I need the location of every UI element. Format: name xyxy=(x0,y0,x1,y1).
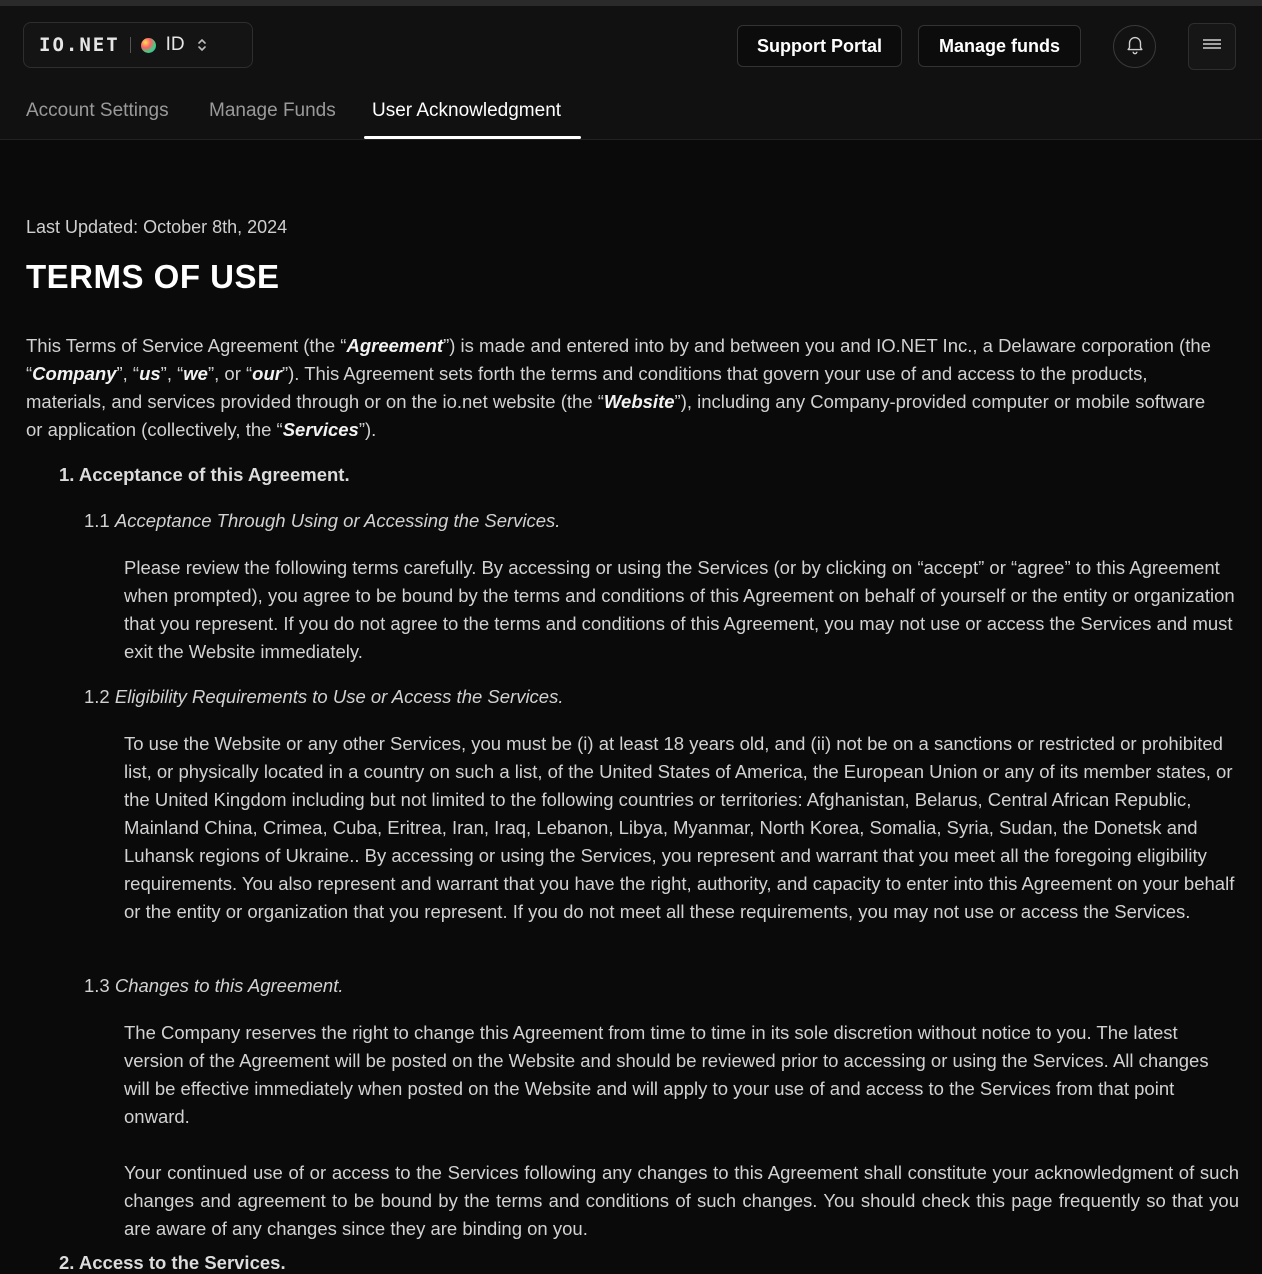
section-2-heading-partial: 2. Access to the Services. xyxy=(59,1252,286,1273)
id-gradient-icon xyxy=(141,38,156,53)
tab-account-settings[interactable]: Account Settings xyxy=(26,100,169,121)
subsection-1-2-body: To use the Website or any other Services, you must be (i) at least 18 years old, and (ii) not be on a sanctions or restricted or prohibited list, or physically located in a country on such a list, of the United States of America, the European Union or any of its member states, or the United Kingdom including but not limited to the following countries or territories: Afghanistan, Belarus, Central African Republic, Mainland China, Crimea, Cuba, Eritrea, Iran, Iraq, Lebanon, Libya, Myanmar, North Korea, Somalia, Syria, Sudan, the Donetsk and Luhansk regions of Ukraine.. By accessing or using the Services, you represent and warrant that you meet all the foregoing eligibility requirements. You also represent and warrant that you have the right, authority, and capacity to enter into this Agreement on your behalf or the entity or organization that you represent. If you do not meet all these requirements, you may not use or access the Services. xyxy=(124,733,1235,922)
tab-user-acknowledgment[interactable]: User Acknowledgment xyxy=(372,100,562,121)
tab-manage-funds[interactable]: Manage Funds xyxy=(209,100,336,121)
subsection-1-2-heading: 1.2 Eligibility Requirements to Use or Access the Services. xyxy=(84,686,564,707)
last-updated-text: Last Updated: October 8th, 2024 xyxy=(26,217,288,237)
page-title: TERMS OF USE xyxy=(26,258,280,295)
ionet-logo: IO.NET xyxy=(39,34,120,56)
brand-divider xyxy=(130,37,131,53)
chevron-up-down-icon xyxy=(197,37,207,54)
subsection-1-1-body: Please review the following terms carefully. By accessing or using the Services (or by clicking on “accept” or “agree” to this Agreement when prompted), you agree to be bound by the terms and conditions of this Agreement on behalf of yourself or the entity or organization that you represent. If you do not agree to the terms and conditions of this Agreement, you may not use or access the Services and must exit the Website immediately. xyxy=(124,557,1235,662)
subsection-1-3-body-1: The Company reserves the right to change this Agreement from time to time in its sole discretion without notice to you. The latest version of the Agreement will be posted on the Website and should be reviewed prior to accessing or using the Services. All changes will be effective immediately when posted on the Website and will apply to your use of and access to the Services from that point onward. xyxy=(124,1022,1209,1127)
subsection-1-3-body-2: Your continued use of or access to the Services following any changes to this Agreement shall constitute your acknowledgment of such changes and agreement to be bound by the terms and conditions of such changes. You should check this page frequently so that you are aware of any changes since they are binding on you. xyxy=(124,1162,1239,1239)
support-portal-button[interactable]: Support Portal xyxy=(737,25,902,67)
manage-funds-button[interactable]: Manage funds xyxy=(918,25,1081,67)
intro-paragraph: This Terms of Service Agreement (the “Agreement”) is made and entered into by and between you and IO.NET Inc., a Delaware corporation (the “Company”, “us”, “we”, or “our”). This Agreement sets forth the terms and conditions that govern your use of and access to the products, materials, and services provided through or on the io.net website (the “Website”), including any Company-provided computer or mobile software or application (collectively, the “Services”). xyxy=(26,335,1211,440)
hamburger-icon xyxy=(1202,37,1222,56)
section-1-heading: 1. Acceptance of this Agreement. xyxy=(59,464,350,485)
id-label: ID xyxy=(165,34,185,55)
app-header xyxy=(0,6,1262,140)
subsection-1-3-heading: 1.3 Changes to this Agreement. xyxy=(84,975,344,996)
menu-button[interactable] xyxy=(1188,23,1236,70)
brand-switcher[interactable] xyxy=(23,22,253,68)
bell-icon xyxy=(1124,33,1146,60)
subsection-1-1-heading: 1.1 Acceptance Through Using or Accessing the Services. xyxy=(84,510,561,531)
active-tab-indicator xyxy=(364,136,581,139)
notifications-button[interactable] xyxy=(1113,25,1156,68)
